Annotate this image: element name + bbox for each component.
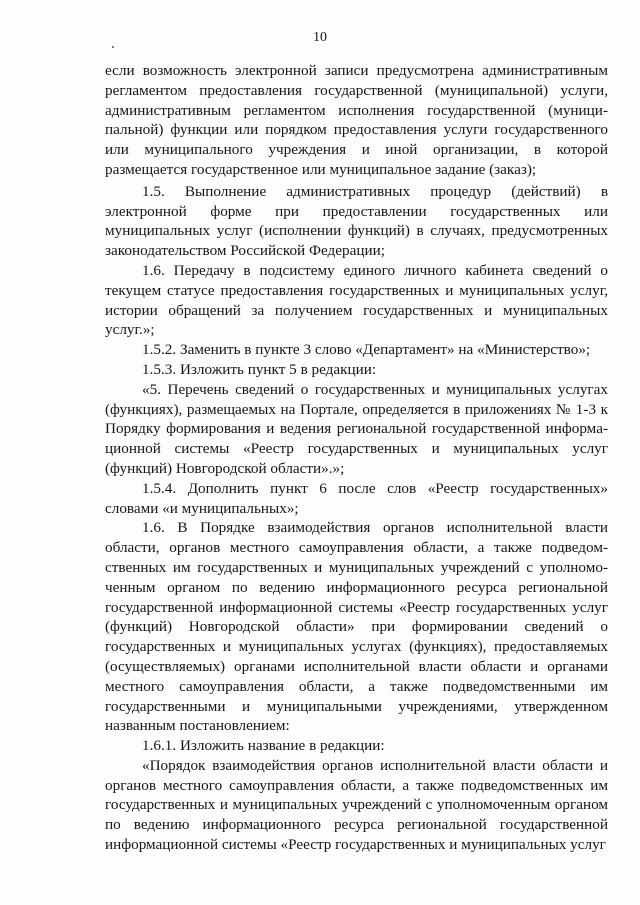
paragraph-1-6-1-title-edit: 1.6.1. Изложить название в редакции:	[142, 737, 385, 755]
paragraph-1-5-2-replace-word: 1.5.2. Заменить в пункте 3 слово «Департамент» на «Министерство»;	[142, 341, 591, 359]
paragraph-1-6-personal-cabinet: 1.6. Передачу в подсистему единого личного кабинета сведений о текущем статусе предоставления государственных и муниципальных услуг, истории обращений за получением государственных и муниципальных услуг.»;	[105, 261, 608, 339]
paragraph-quoted-point-5: «5. Перечень сведений о государственных и муниципальных услугах (функциях), размещаемых на Портале, определяется в приложениях № 1-3 к Порядку формирования и ведения региональной государственной информационной системы «Реестр государственных и муниципальных услуг (функций) Новгородской области».»;	[105, 380, 608, 477]
paragraph-quoted-new-title: «Порядок взаимодействия органов исполнительной власти области и органов местного самоуправления области, а также подведомственных им государственных и муниципальных учреждений с уполномоченным органом по ведению информационного ресурса региональной государственной информационной системы «Реестр государственных и муниципальных услуг	[105, 756, 608, 854]
paragraph-1-5-electronic-procedures: 1.5. Выполнение административных процедур (действий) в электронной форме при предоставлении государственных или муниципальных услуг (исполнении функций) в случаях, предусмотренных законодательством Российской Федерации;	[105, 182, 608, 260]
paragraph-intro-continuation: если возможность электронной записи предусмотрена административным регламентом предоставления государственной (муниципальной) услуги, административным регламентом исполнения государственной (муниципальной) функции или порядком предоставления услуги государственного или муниципального учреждения и иной организации, в которой размещается государственное или муниципальное задание (заказ);	[105, 62, 608, 178]
document-body	[105, 61, 608, 855]
paragraph-1-5-4-supplement-point-6: 1.5.4. Дополнить пункт 6 после слов «Реестр государственных» словами «и муниципальных»;	[105, 479, 608, 517]
scan-speck	[112, 46, 114, 48]
page-number: 10	[313, 30, 327, 45]
paragraph-1-6-interaction-order: 1.6. В Порядке взаимодействия органов исполнительной власти области, органов местного самоуправления области, а также подведомственных им государственных и муниципальных учреждений с уполномоченным органом по ведению информационного ресурса региональной государственной информационной системы «Реестр государственных услуг (функций) Новгородской области» при формировании сведений о государственных и муниципальных услугах (функциях), предоставляемых (осуществляемых) органами исполнительной власти области и органами местного самоуправления области, а также подведомственными им государственными и муниципальными учреждениями, утвержденном названным постановлением:	[105, 519, 608, 735]
paragraph-1-5-3-point-5: 1.5.3. Изложить пункт 5 в редакции:	[142, 360, 377, 378]
